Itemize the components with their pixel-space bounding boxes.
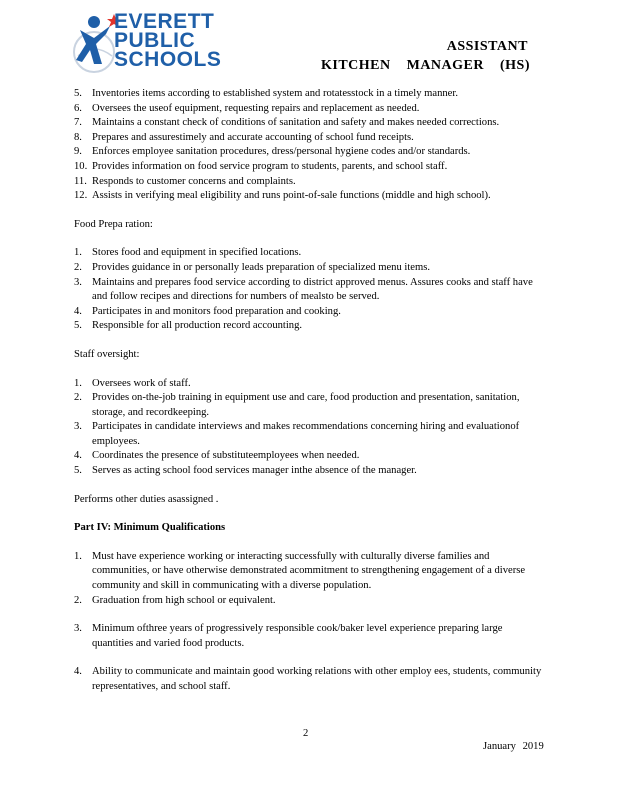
item-number: 9. (74, 146, 82, 158)
item-text: Participates in candidate interviews and makes recommendations concerning hiring and evaluationof employees. (92, 421, 520, 447)
item-text: Coordinates the presence of substituteemployees when needed. (92, 450, 360, 462)
item-number: 1. (74, 550, 82, 562)
item-text: Provides information on food service program to students, parents, and school staff. (92, 160, 448, 172)
food-prep-heading: Food Prepa ration: (74, 218, 153, 230)
item-number: 6. (74, 102, 82, 114)
item-text: Oversees work of staff. (92, 377, 191, 389)
item-text: Provides guidance in or personally leads preparation of specialized menu items. (92, 261, 431, 273)
item-text: Maintains and prepares food service according to district approved menus. Assures cooks and staff have and follow recipes and directions for numbers of mealsto be served. (92, 276, 533, 303)
item-number: 2. (74, 261, 82, 273)
list-item (74, 391, 544, 420)
title-line-2: KITCHEN MANAGER (HS) (320, 58, 530, 73)
logo-line-schools: SCHOOLS (114, 48, 222, 71)
item-number: 4. (74, 450, 82, 462)
item-number: 5. (74, 465, 82, 477)
other-duties-text: Performs other duties asassigned . (74, 493, 219, 505)
item-text: Inventories items according to established system and rotatesstock in a timely manner. (92, 88, 458, 99)
list-item (74, 319, 544, 334)
list-item (74, 622, 544, 651)
document-body (74, 87, 544, 695)
logo-figure-icon (72, 12, 118, 80)
item-text: Ability to communicate and maintain good working relations with other employ ees, students, community representatives, and school staff. (92, 666, 542, 692)
item-number: 4. (74, 305, 82, 317)
item-text: Responds to customer concerns and complaints. (92, 175, 296, 187)
item-text: Participates in and monitors food preparation and cooking. (92, 305, 341, 317)
logo-line-public: PUBLIC (114, 29, 196, 52)
item-number: 5. (74, 320, 82, 332)
list-item (74, 377, 544, 392)
item-text: Oversees the useof equipment, requesting repairs and replacement as needed. (92, 102, 420, 114)
item-number: 1. (74, 247, 82, 259)
item-text: Minimum ofthree years of progressively responsible cook/baker level experience preparing large quantities and varied food products. (92, 623, 503, 649)
item-number: 4. (74, 666, 82, 678)
list-item (74, 464, 544, 479)
item-text: Stores food and equipment in specified locations. (92, 247, 302, 259)
item-text: Serves as acting school food services manager inthe absence of the manager. (92, 465, 417, 477)
list-item (74, 665, 544, 694)
logo-wordmark (114, 12, 221, 69)
list-item (74, 550, 544, 594)
item-text: Assists in verifying meal eligibility and runs point-of-sale functions (middle and high school). (92, 190, 491, 202)
item-text: Must have experience working or interacting successfully with culturally diverse families and communities, or have otherwise demonstrated acommitment to strengthening engagement of a diverse community and skill in communicating with a diverse population. (92, 550, 526, 592)
list-item (74, 145, 544, 160)
item-number: 3. (74, 623, 82, 635)
list-item (74, 87, 544, 102)
item-text: Provides on-the-job training in equipment use and care, food production and presentation, sanitation, storage, and recordkeeping. (92, 392, 520, 418)
duties-continued-list (74, 87, 544, 204)
list-item (74, 594, 544, 609)
list-item (74, 116, 544, 131)
list-item (74, 102, 544, 117)
item-number: 2. (74, 392, 82, 404)
list-item (74, 160, 544, 175)
list-item (74, 246, 544, 261)
item-number: 8. (74, 131, 82, 143)
list-item (74, 305, 544, 320)
item-number: 2. (74, 594, 82, 606)
footer-date: January 2019 (483, 741, 544, 752)
list-item (74, 175, 544, 190)
item-text: Prepares and assurestimely and accurate accounting of school fund receipts. (92, 131, 414, 143)
item-text: Graduation from high school or equivalent. (92, 594, 276, 606)
list-item (74, 261, 544, 276)
item-number: 3. (74, 276, 82, 288)
document-title (321, 37, 530, 75)
list-item (74, 189, 544, 204)
list-item (74, 276, 544, 305)
logo-line-everett: EVERETT (114, 10, 215, 33)
page-number: 2 (303, 728, 309, 739)
part-iv-heading: Part IV: Minimum Qualifications (74, 522, 226, 534)
list-item (74, 449, 544, 464)
item-number: 10. (74, 160, 88, 172)
item-text: Maintains a constant check of conditions of sanitation and safety and makes needed corrections. (92, 117, 500, 129)
item-number: 11. (74, 175, 87, 187)
item-text: Enforces employee sanitation procedures, dress/personal hygiene codes and/or standards. (92, 146, 471, 158)
item-number: 5. (74, 88, 82, 99)
staff-oversight-heading: Staff oversight: (74, 348, 140, 360)
item-text: Responsible for all production record accounting. (92, 320, 303, 332)
qualifications-list (74, 550, 544, 695)
item-number: 1. (74, 377, 82, 389)
list-item (74, 420, 544, 449)
food-prep-list (74, 246, 544, 334)
everett-public-schools-logo (72, 12, 242, 82)
item-number: 3. (74, 421, 82, 433)
title-line-1: ASSISTANT (446, 39, 528, 54)
item-number: 12. (74, 190, 88, 202)
list-item (74, 131, 544, 146)
item-number: 7. (74, 117, 82, 129)
staff-oversight-list (74, 377, 544, 479)
